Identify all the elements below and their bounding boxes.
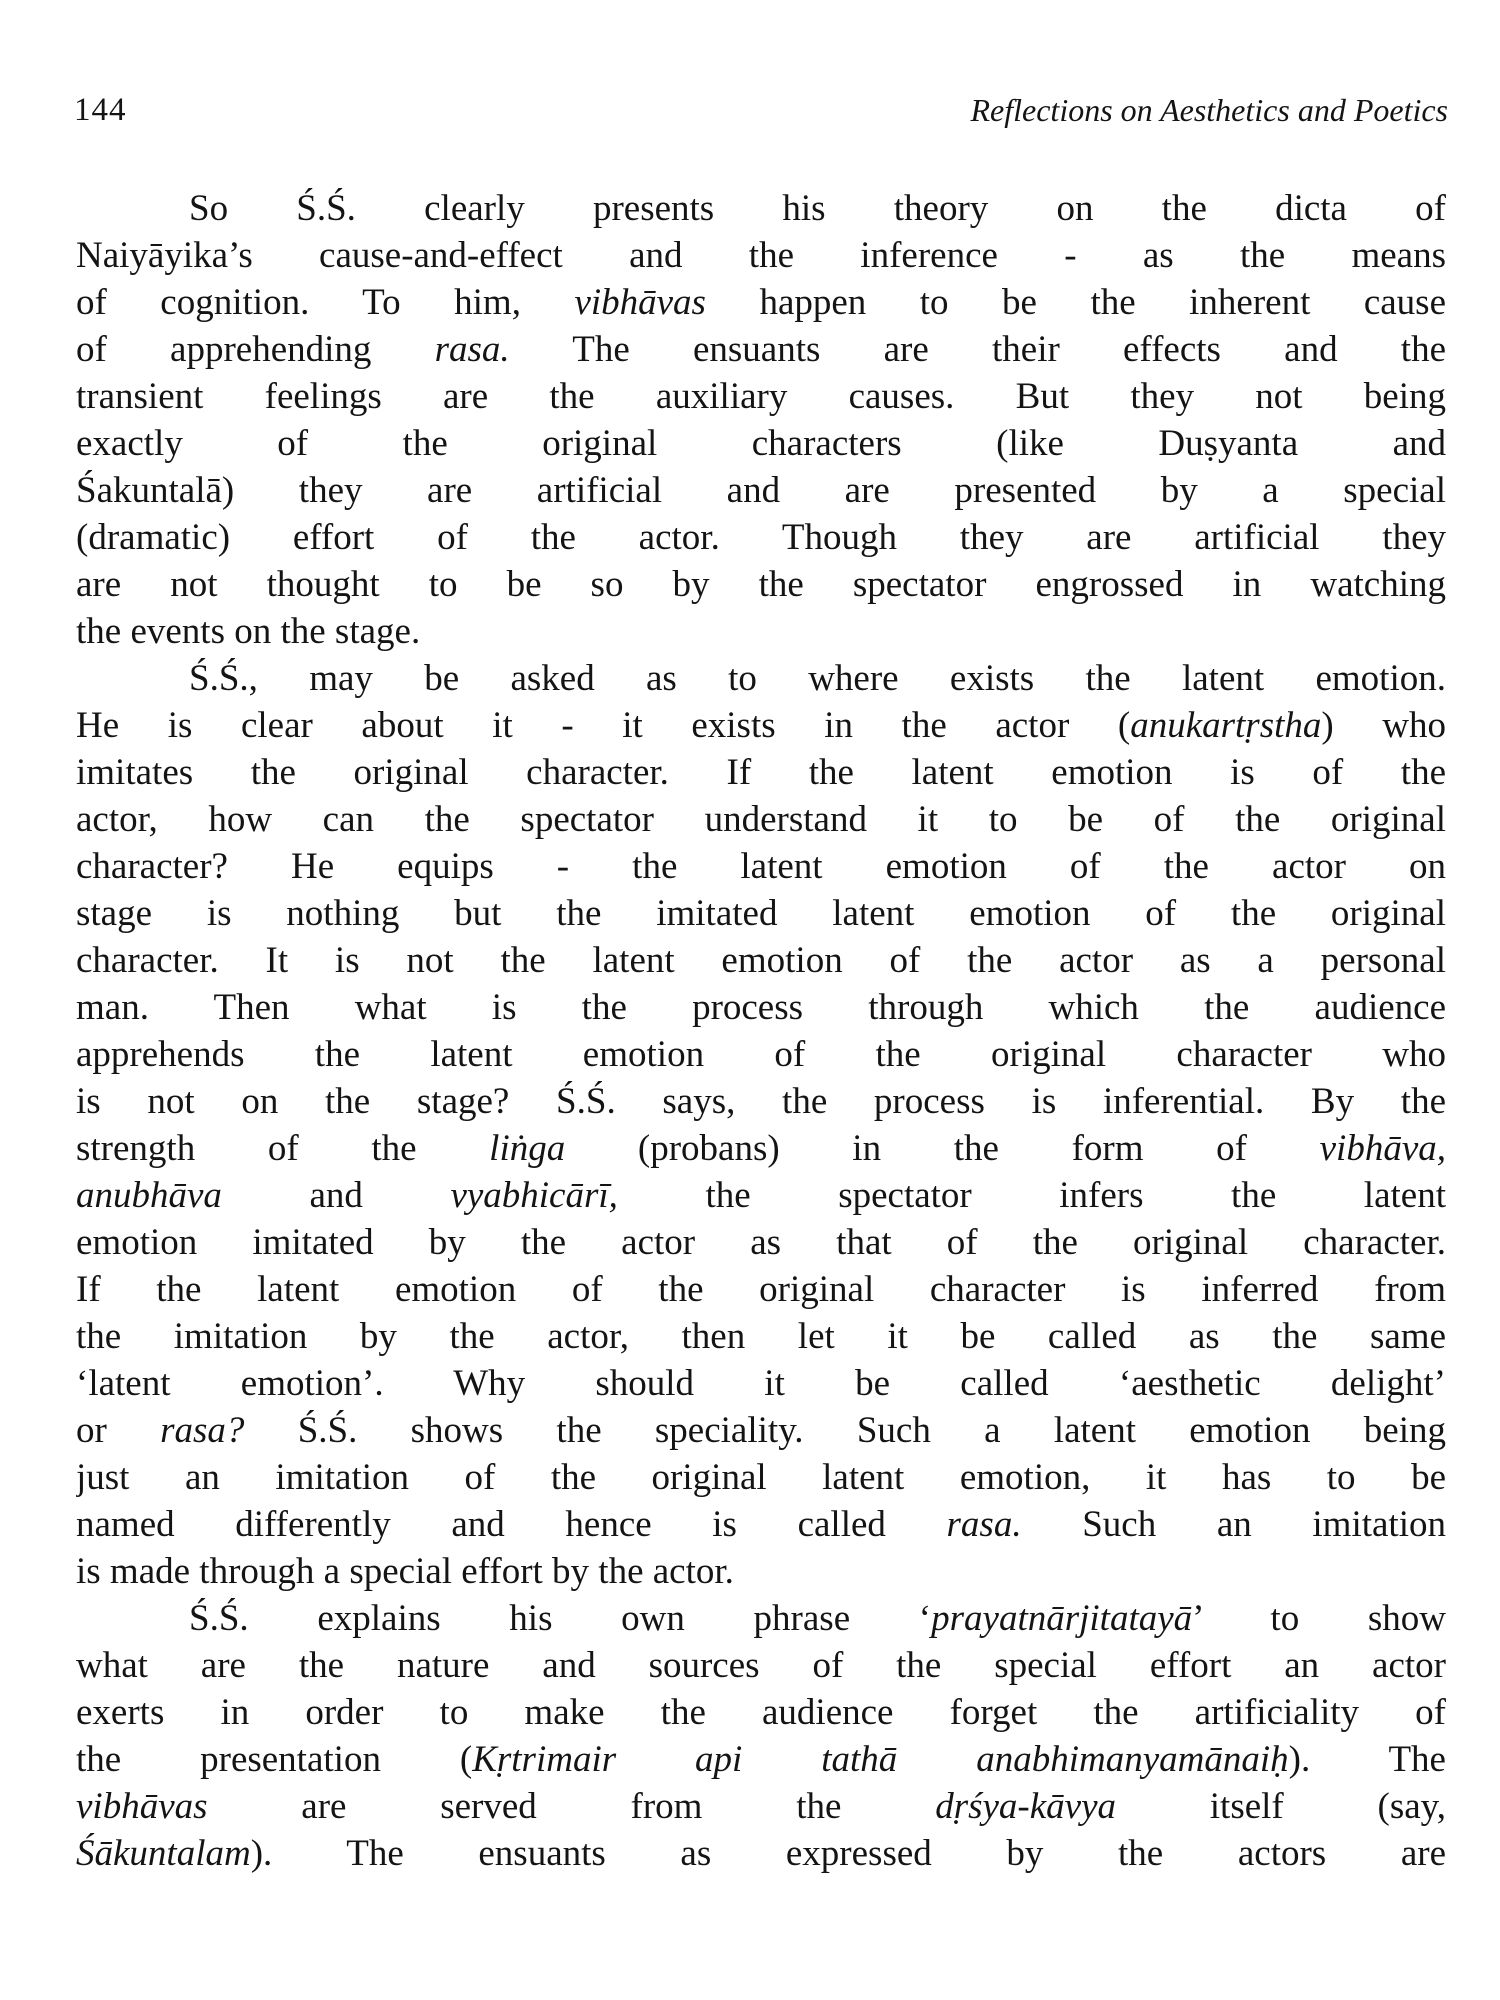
running-header xyxy=(74,92,1448,142)
text-line xyxy=(76,1360,1446,1407)
text-line xyxy=(76,1407,1446,1454)
page-number: 144 xyxy=(74,92,127,128)
italic-term: rasa. xyxy=(946,1504,1022,1545)
text-run: what are the nature and sources of the special effort an actor xyxy=(76,1645,1446,1686)
text-line xyxy=(76,1689,1446,1736)
italic-term: Śākuntalam xyxy=(76,1833,251,1874)
italic-term: Kṛtrimair api tathā anabhimanyamānaiḥ xyxy=(472,1739,1289,1780)
italic-term: rasa? xyxy=(160,1410,245,1451)
text-run: ’ to show xyxy=(1192,1598,1446,1639)
italic-term: anukartṛstha xyxy=(1130,705,1322,746)
text-run: emotion imitated by the actor as that of the original character. xyxy=(76,1222,1446,1263)
text-run: man. Then what is the process through which the audience xyxy=(76,987,1446,1028)
text-line xyxy=(76,1736,1446,1783)
text-run: ). The ensuants as expressed by the actors are xyxy=(250,1833,1446,1874)
text-run: He is clear about it - it exists in the actor ( xyxy=(76,705,1131,746)
text-run: (probans) in the form of xyxy=(565,1128,1320,1169)
text-line xyxy=(76,561,1446,608)
italic-term: liṅga xyxy=(489,1128,566,1169)
text-line xyxy=(76,185,1446,232)
text-run: (dramatic) effort of the actor. Though they are artificial they xyxy=(76,517,1446,558)
italic-term: vibhāvas xyxy=(574,282,706,323)
italic-term: anubhāva xyxy=(76,1175,222,1216)
italic-term: prayatnārjitatayā xyxy=(931,1598,1193,1639)
text-line xyxy=(76,1219,1446,1266)
text-run: of cognition. To him, xyxy=(76,282,575,323)
text-line xyxy=(76,420,1446,467)
italic-term: vibhāvas xyxy=(76,1786,208,1827)
text-run: just an imitation of the original latent emotion, it has to be xyxy=(76,1457,1446,1498)
italic-term: rasa. xyxy=(434,329,510,370)
text-line xyxy=(76,1172,1446,1219)
text-line xyxy=(76,1830,1446,1877)
text-run: character. It is not the latent emotion of the actor as a personal xyxy=(76,940,1446,981)
text-run: is made through a special effort by the actor. xyxy=(76,1551,734,1592)
text-line xyxy=(76,1501,1446,1548)
text-line xyxy=(76,937,1446,984)
text-line xyxy=(76,373,1446,420)
text-run: ) who xyxy=(1321,705,1446,746)
text-line xyxy=(76,1548,1446,1595)
text-line xyxy=(76,655,1446,702)
italic-term: vibhāva, xyxy=(1319,1128,1446,1169)
text-run: If the latent emotion of the original character is inferred from xyxy=(76,1269,1446,1310)
text-run: the imitation by the actor, then let it be called as the same xyxy=(76,1316,1446,1357)
text-line xyxy=(76,1125,1446,1172)
text-line xyxy=(76,749,1446,796)
text-run: imitates the original character. If the latent emotion is of the xyxy=(76,752,1446,793)
text-run: actor, how can the spectator understand it to be of the original xyxy=(76,799,1446,840)
text-run: or xyxy=(76,1410,161,1451)
text-line xyxy=(76,1031,1446,1078)
text-line xyxy=(76,1313,1446,1360)
text-line xyxy=(76,608,1446,655)
text-run: is not on the stage? Ś.Ś. says, the process is inferential. By the xyxy=(76,1081,1446,1122)
text-line xyxy=(76,702,1446,749)
italic-term: dṛśya-kāvya xyxy=(935,1786,1116,1827)
text-run: are not thought to be so by the spectator engrossed in watching xyxy=(76,564,1446,605)
text-run: of apprehending xyxy=(76,329,435,370)
text-line xyxy=(76,279,1446,326)
text-run: the presentation ( xyxy=(76,1739,473,1780)
text-run: Ś.Ś. shows the speciality. Such a latent emotion being xyxy=(244,1410,1446,1451)
text-line xyxy=(76,984,1446,1031)
text-run: and xyxy=(221,1175,451,1216)
text-run: apprehends the latent emotion of the original character who xyxy=(76,1034,1446,1075)
text-run: the events on the stage. xyxy=(76,611,421,652)
text-run: So Ś.Ś. clearly presents his theory on the dicta of xyxy=(189,188,1446,229)
text-run: transient feelings are the auxiliary causes. But they not being xyxy=(76,376,1446,417)
text-line xyxy=(76,1783,1446,1830)
text-line xyxy=(76,1266,1446,1313)
text-run: stage is nothing but the imitated latent emotion of the original xyxy=(76,893,1446,934)
text-line xyxy=(76,796,1446,843)
text-run: The ensuants are their effects and the xyxy=(509,329,1446,370)
text-line xyxy=(76,467,1446,514)
text-line xyxy=(76,326,1446,373)
text-line xyxy=(76,1595,1446,1642)
text-run: Ś.Ś. explains his own phrase ‘ xyxy=(189,1598,932,1639)
text-run: Śakuntalā) they are artificial and are presented by a special xyxy=(76,470,1446,511)
text-line xyxy=(76,1642,1446,1689)
text-run: ‘latent emotion’. Why should it be called ‘aesthetic delight’ xyxy=(76,1363,1446,1404)
text-line xyxy=(76,843,1446,890)
text-run: Naiyāyika’s cause-and-effect and the inference - as the means xyxy=(76,235,1446,276)
text-line xyxy=(76,890,1446,937)
text-run: itself (say, xyxy=(1116,1786,1446,1827)
text-run: ). The xyxy=(1288,1739,1446,1780)
text-run: character? He equips - the latent emotion of the actor on xyxy=(76,846,1446,887)
text-line xyxy=(76,232,1446,279)
text-run: Such an imitation xyxy=(1021,1504,1446,1545)
text-line xyxy=(76,1454,1446,1501)
text-run: strength of the xyxy=(76,1128,490,1169)
italic-term: vyabhicārī, xyxy=(450,1175,618,1216)
text-run: happen to be the inherent cause xyxy=(705,282,1446,323)
text-run: named differently and hence is called xyxy=(76,1504,947,1545)
body-text xyxy=(76,185,1446,1877)
text-line xyxy=(76,514,1446,561)
text-run: Ś.Ś., may be asked as to where exists the latent emotion. xyxy=(189,658,1446,699)
text-run: exerts in order to make the audience forget the artificiality of xyxy=(76,1692,1446,1733)
text-line xyxy=(76,1078,1446,1125)
text-run: exactly of the original characters (like Duṣyanta and xyxy=(76,423,1446,464)
text-run: are served from the xyxy=(207,1786,936,1827)
running-title: Reflections on Aesthetics and Poetics xyxy=(970,92,1448,128)
text-run: the spectator infers the latent xyxy=(617,1175,1446,1216)
